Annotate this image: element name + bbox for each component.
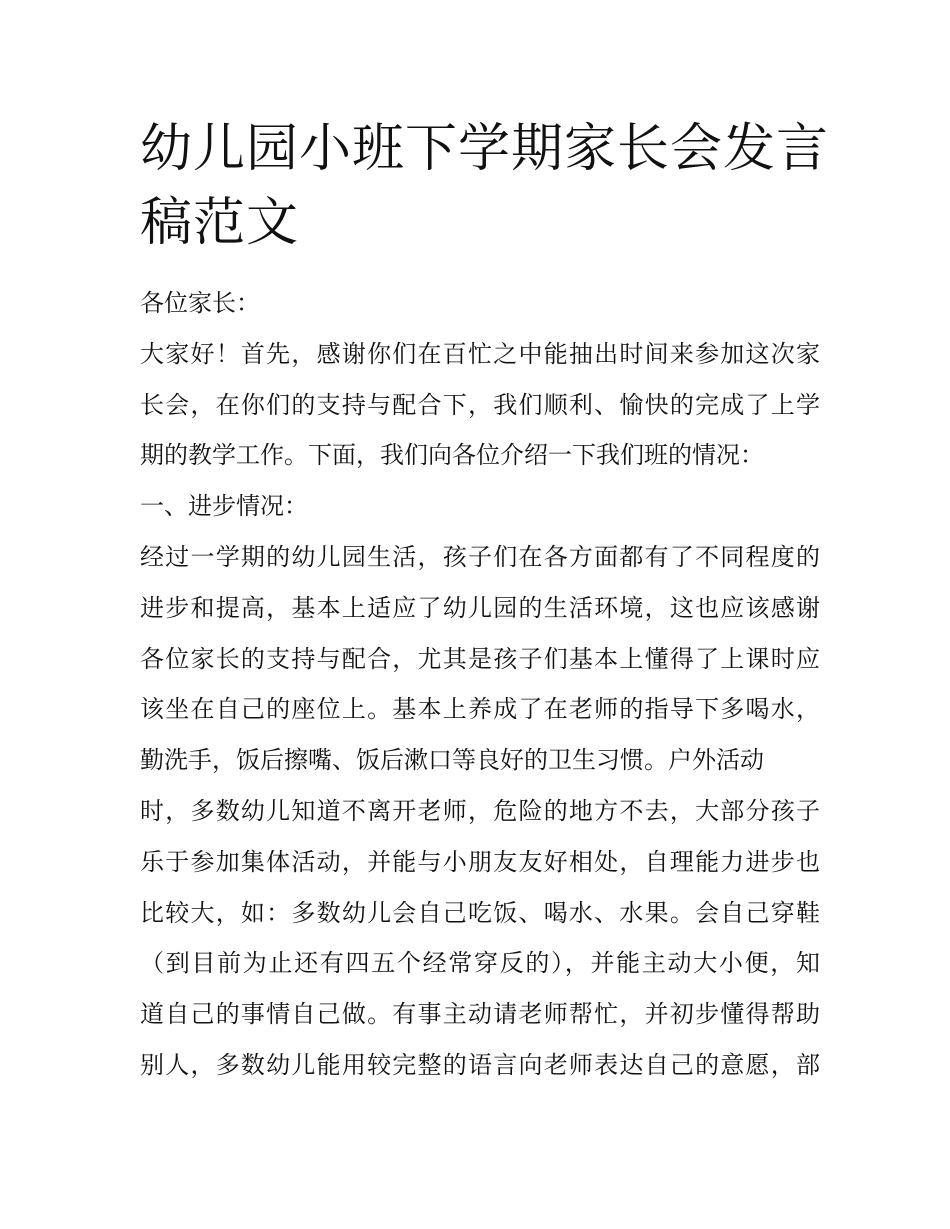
salutation: 各位家长： [140,289,260,317]
body-line: 乐于参加集体活动，并能与小朋友友好相处，自理能力进步也 [140,847,820,876]
body-line: 期的教学工作。下面，我们向各位介绍一下我们班的情况： [140,441,764,470]
body-line: 比较大，如：多数幼儿会自己吃饭、喝水、水果。会自己穿鞋 [140,898,820,927]
body-line: 时，多数幼儿知道不离开老师，危险的地方不去，大部分孩子 [140,796,820,825]
body-line: 大家好！首先，感谢你们在百忙之中能抽出时间来参加这次家 [140,339,820,368]
body-line: 各位家长的支持与配合，尤其是孩子们基本上懂得了上课时应 [140,644,820,673]
body-line: （到目前为止还有四五个经常穿反的），并能主动大小便，知 [140,949,820,978]
body-line: 该坐在自己的座位上。基本上养成了在老师的指导下多喝水， [140,695,820,724]
document-title [140,112,830,260]
body-line: 进步和提高，基本上适应了幼儿园的生活环境，这也应该感谢 [140,593,820,622]
body-line: 经过一学期的幼儿园生活，孩子们在各方面都有了不同程度的 [140,542,820,571]
title-line-2: 稿范文 [140,193,300,253]
body-line: 别人，多数幼儿能用较完整的语言向老师表达自己的意愿，部 [140,1050,820,1079]
section-heading: 一、进步情况： [140,492,308,521]
document-body [140,278,820,1091]
body-line: 长会，在你们的支持与配合下，我们顺利、愉快的完成了上学 [140,390,820,419]
body-line: 勤洗手，饭后擦嘴、饭后漱口等良好的卫生习惯。户外活动 [140,746,764,775]
body-line: 道自己的事情自己做。有事主动请老师帮忙，并初步懂得帮助 [140,1000,820,1029]
title-line-1: 幼儿园小班下学期家长会发言 [140,119,830,179]
